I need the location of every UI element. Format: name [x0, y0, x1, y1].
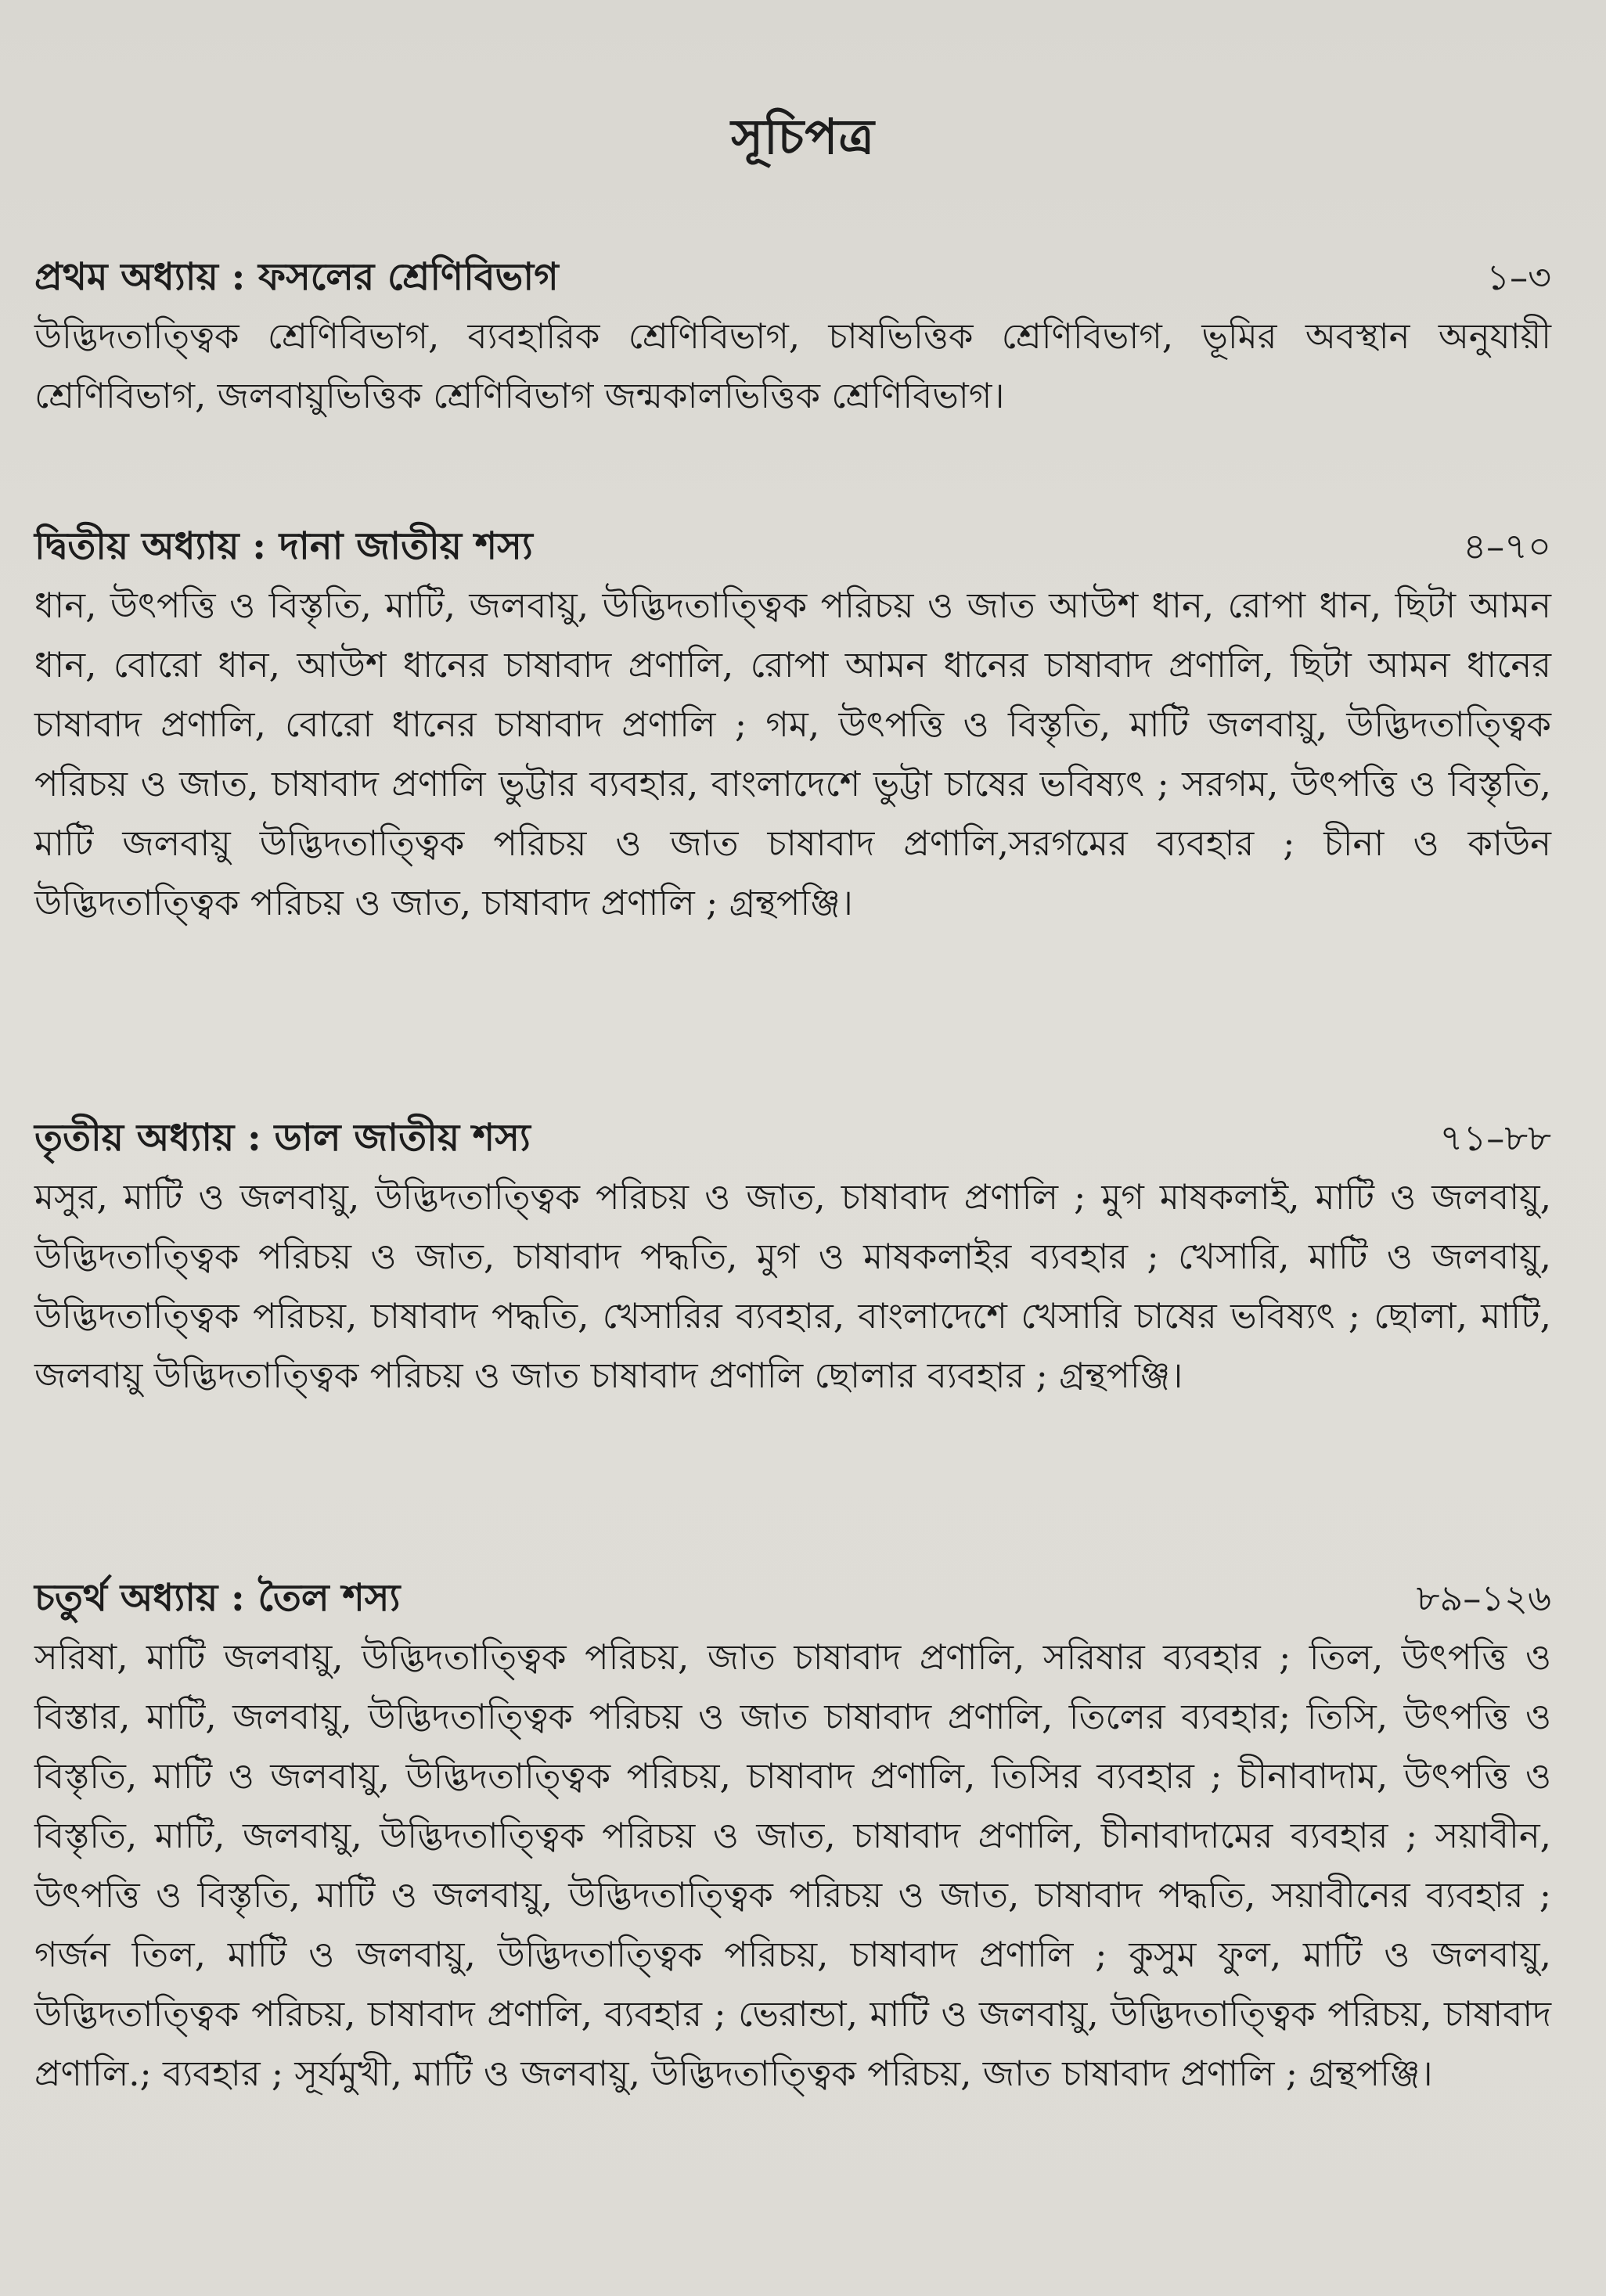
chapter-heading-row [34, 1110, 1551, 1168]
chapter-heading: প্রথম অধ্যায় : ফসলের শ্রেণিবিভাগ [34, 255, 559, 299]
chapter-heading: তৃতীয় অধ্যায় : ডাল জাতীয় শস্য [34, 1116, 531, 1160]
chapter-heading: দ্বিতীয় অধ্যায় : দানা জাতীয় শস্য [34, 524, 533, 568]
chapter-heading-row [34, 1570, 1551, 1628]
chapter-heading: চতুর্থ অধ্যায় : তৈল শস্য [34, 1576, 401, 1620]
chapter-page-range: ১–৩ [1486, 256, 1551, 298]
chapter-heading-row [34, 518, 1551, 576]
chapter-page-range: ৭১–৮৮ [1439, 1117, 1551, 1159]
chapter-3 [34, 1110, 1551, 1405]
chapter-contents: সরিষা, মাটি জলবায়ু, উদ্ভিদতাত্ত্বিক পরিচয়, জাত চাষাবাদ প্রণালি, সরিষার ব্যবহার ; তিল, উৎপত্তি ও বিস্তার, মাটি, জলবায়ু, উদ্ভিদতাত্ত্বিক পরিচয় ও জাত চাষাবাদ প্রণালি, তিলের ব্যবহার; তিসি, উৎপত্তি ও বিস্তৃতি, মাটি ও জলবায়ু, উদ্ভিদতাত্ত্বিক পরিচয়, চাষাবাদ প্রণালি, তিসির ব্যবহার ; চীনাবাদাম, উৎপত্তি ও বিস্তৃতি, মাটি, জলবায়ু, উদ্ভিদতাত্ত্বিক পরিচয় ও জাত, চাষাবাদ প্রণালি, চীনাবাদামের ব্যবহার ; সয়াবীন, উৎপত্তি ও বিস্তৃতি, মাটি ও জলবায়ু, উদ্ভিদতাত্ত্বিক পরিচয় ও জাত, চাষাবাদ পদ্ধতি, সয়াবীনের ব্যবহার ; গর্জন তিল, মাটি ও জলবায়ু, উদ্ভিদতাত্ত্বিক পরিচয়, চাষাবাদ প্রণালি ; কুসুম ফুল, মাটি ও জলবায়ু, উদ্ভিদতাত্ত্বিক পরিচয়, চাষাবাদ প্রণালি, ব্যবহার ; ভেরান্ডা, মাটি ও জলবায়ু, উদ্ভিদতাত্ত্বিক পরিচয়, চাষাবাদ প্রণালি.; ব্যবহার ; সূর্যমুখী, মাটি ও জলবায়ু, উদ্ভিদতাত্ত্বিক পরিচয়, জাত চাষাবাদ প্রণালি ; গ্রন্থপঞ্জি। [34, 1636, 1551, 2094]
page-title: সূচিপত্র [731, 108, 875, 165]
chapter-contents: উদ্ভিদতাত্ত্বিক শ্রেণিবিভাগ, ব্যবহারিক শ্রেণিবিভাগ, চাষভিত্তিক শ্রেণিবিভাগ, ভূমির অবস্থান অনুযায়ী শ্রেণিবিভাগ, জলবায়ুভিত্তিক শ্রেণিবিভাগ জন্মকালভিত্তিক শ্রেণিবিভাগ। [34, 315, 1551, 416]
chapter-1 [34, 249, 1551, 426]
chapter-contents: মসুর, মাটি ও জলবায়ু, উদ্ভিদতাত্ত্বিক পরিচয় ও জাত, চাষাবাদ প্রণালি ; মুগ মাষকলাই, মাটি ও জলবায়ু, উদ্ভিদতাত্ত্বিক পরিচয় ও জাত, চাষাবাদ পদ্ধতি, মুগ ও মাষকলাইর ব্যবহার ; খেসারি, মাটি ও জলবায়ু, উদ্ভিদতাত্ত্বিক পরিচয়, চাষাবাদ পদ্ধতি, খেসারির ব্যবহার, বাংলাদেশে খেসারি চাষের ভবিষ্যৎ ; ছোলা, মাটি, জলবায়ু উদ্ভিদতাত্ত্বিক পরিচয় ও জাত চাষাবাদ প্রণালি ছোলার ব্যবহার ; গ্রন্থপঞ্জি। [34, 1176, 1551, 1396]
chapter-page-range: ৪–৭০ [1463, 525, 1551, 567]
chapter-page-range: ৮৯–১২৬ [1416, 1577, 1551, 1619]
chapter-4 [34, 1570, 1551, 2103]
chapter-2 [34, 518, 1551, 933]
chapter-contents: ধান, উৎপত্তি ও বিস্তৃতি, মাটি, জলবায়ু, উদ্ভিদতাত্ত্বিক পরিচয় ও জাত আউশ ধান, রোপা ধান, ছিটা আমন ধান, বোরো ধান, আউশ ধানের চাষাবাদ প্রণালি, রোপা আমন ধানের চাষাবাদ প্রণালি, ছিটা আমন ধানের চাষাবাদ প্রণালি, বোরো ধানের চাষাবাদ প্রণালি ; গম, উৎপত্তি ও বিস্তৃতি, মাটি জলবায়ু, উদ্ভিদতাত্ত্বিক পরিচয় ও জাত, চাষাবাদ প্রণালি ভুট্টার ব্যবহার, বাংলাদেশে ভুট্টা চাষের ভবিষ্যৎ ; সরগম, উৎপত্তি ও বিস্তৃতি, মাটি জলবায়ু উদ্ভিদতাত্ত্বিক পরিচয় ও জাত চাষাবাদ প্রণালি,সরগমের ব্যবহার ; চীনা ও কাউন উদ্ভিদতাত্ত্বিক পরিচয় ও জাত, চাষাবাদ প্রণালি ; গ্রন্থপঞ্জি। [34, 585, 1551, 923]
chapter-heading-row [34, 249, 1551, 307]
